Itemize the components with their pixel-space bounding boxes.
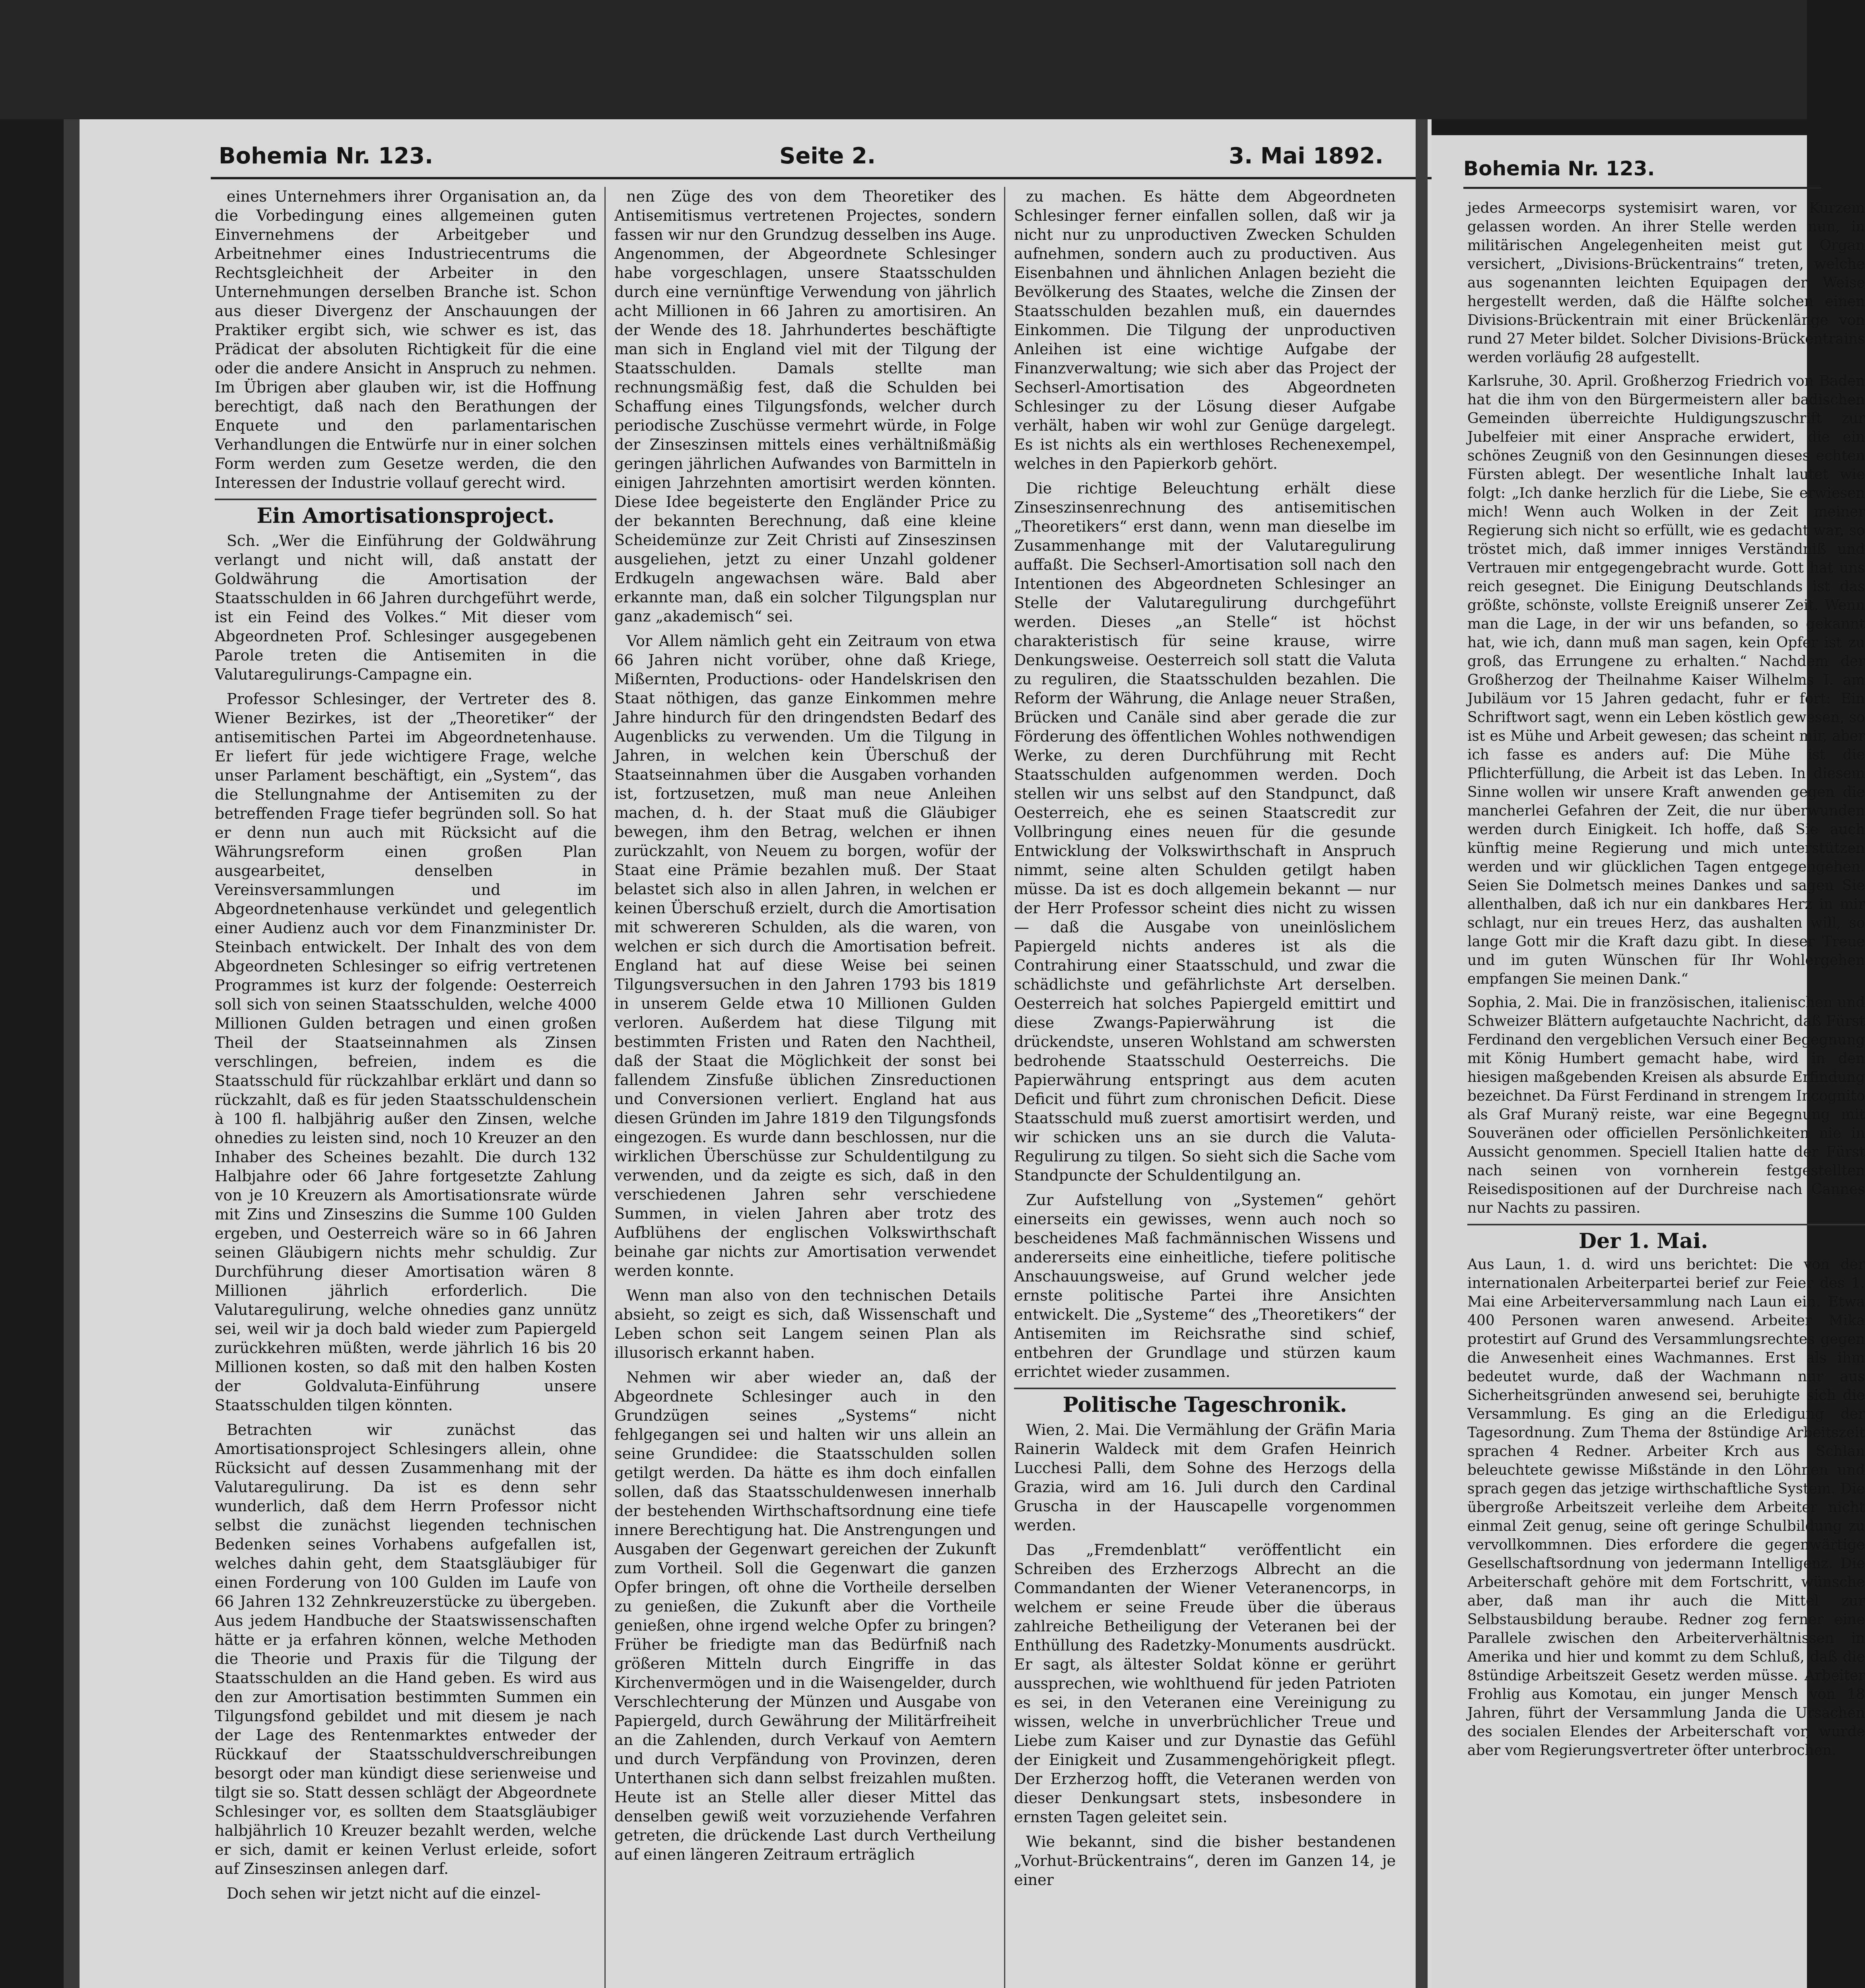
article-paragraph: Wie bekannt, sind die bisher bestandenen „Vorhut-Brückentrains“, deren im Ganzen 14, je einer	[1014, 1833, 1396, 1889]
article-title-amortisation: Ein Amortisationsproject.	[256, 504, 555, 528]
section-separator	[215, 499, 596, 500]
column-1	[215, 187, 596, 1908]
right-page-header: Bohemia Nr. 123.	[1463, 157, 1655, 180]
article-paragraph: Sophia, 2. Mai. Die in französischen, italienischen und Schweizer Blättern aufgetauchte Nachricht, daß Fürst Ferdinand den vergeblichen Versuch einer Begegnung mit König Humbert gemacht habe, wird in den hiesigen maßgebenden Kreisen als absurde Erfindung bezeichnet. Da Fürst Ferdinand in strengem Incognito als Graf Muranÿ reiste, war eine Begegnung mit Souveränen oder officiellen Persönlichkeiten nie in Aussicht genommen. Speciell Italien hatte der Fürst nach seinen von vornherein festgestellten Reisedispositionen auf der Durchreise nach Cannes nur Nachts zu passiren.	[1467, 994, 1865, 1216]
page-header-date: 3. Mai 1892.	[1229, 143, 1384, 169]
book-gutter	[1416, 119, 1428, 1988]
header-rule	[1463, 187, 1821, 189]
article-paragraph: Vor Allem nämlich geht ein Zeitraum von etwa 66 Jahren nicht vorüber, ohne daß Kriege, Mißernten, Productions- oder Handelskrisen den Staat nöthigen, das ganze Einkommen mehre Jahre hindurch für den dringendsten Bedarf des Augenblicks zu verwenden. Um die Tilgung in Jahren, in welchen kein Überschuß der Staatseinnahmen über die Ausgaben vorhanden ist, fortzusetzen, muß man neue Anleihen machen, d. h. der Staat muß die Gläubiger bewegen, ihm den Betrag, welchen er ihnen zurückzahlt, von Neuem zu borgen, wofür der Staat eine Prämie bezahlen muß. Der Staat belastet sich also in allen Jahren, in welchen er keinen Überschuß erzielt, durch die Amortisation mit schwereren Schulden, als die waren, von welchen er sich durch die Amortisation befreit. England hat auf diese Weise bei seinen Tilgungsversuchen in den Jahren 1793 bis 1819 in unserem Gelde etwa 10 Millionen Gulden verloren. Außerdem hat diese Tilgung mit bestimmten Fristen und Raten den Nachtheil, daß der Staat die Möglichkeit der sonst bei fallendem Zinsfuße üblichen Zinsreductionen und Conversionen verliert. England hat aus diesen Gründen im Jahre 1819 den Tilgungsfonds eingezogen. Es wurde dann beschlossen, nur die wirklichen Überschüsse zur Schuldentilgung zu verwenden, und da zeigte es sich, daß in den verschiedenen Jahren sehr verschiedene Summen, in vielen Jahren aber trotz des Aufblühens der englischen Volkswirthschaft beinahe gar nichts zur Amortisation verwendet werden konnte.	[614, 632, 996, 1279]
page-header-center: Seite 2.	[779, 143, 876, 169]
column-divider	[1004, 187, 1005, 1988]
article-paragraph: Die richtige Beleuchtung erhält diese Zinseszinsenrechnung des antisemitischen „Theoretikers“ erst dann, wenn man dieselbe im Zusammenhange mit der Valutaregulirung auffaßt. Die Sechserl-Amortisation soll nach den Intentionen des Abgeordneten Schlesinger an Stelle der Valutaregulirung durchgeführt werden. Dieses „an Stelle“ ist höchst charakteristisch für seine krause, wirre Denkungsweise. Oesterreich soll statt die Valuta zu reguliren, die Staatsschulden bezahlen. Die Reform der Währung, die Anlage neuer Straßen, Brücken und Canäle sind aber gerade die zur Förderung des öffentlichen Wohles nothwendigen Werke, zu deren Durchführung mit Recht Staatsschulden aufgenommen werden. Doch stellen wir uns selbst auf den Standpunct, daß Oesterreich, ehe es seinen Staatscredit zur Vollbringung eines neuen für die gesunde Entwicklung der Volkswirthschaft in Anspruch nimmt, seine alten Schulden getilgt haben müsse. Da ist es doch allgemein bekannt — nur der Herr Professor scheint dies nicht zu wissen — daß die Ausgabe von uneinlöslichem Papiergeld nichts anderes ist als die Contrahirung einer Staatsschuld, und zwar die schädlichste und gefährlichste Art derselben. Oesterreich hat solches Papiergeld emittirt und diese Zwangs-Papierwährung ist die drückendste, unseren Wohlstand am schwersten bedrohende Staatsschuld Oesterreichs. Die Papierwährung entspringt aus dem acuten Deficit und führt zum chronischen Deficit. Diese Staatsschuld muß zuerst amortisirt werden, und wir schicken uns an sie durch die Valuta-Regulirung zu tilgen. So sieht sich die Sache vom Standpuncte der Schuldentilgung an.	[1014, 480, 1396, 1184]
left-newspaper-page	[64, 119, 1432, 1988]
right-newspaper-page	[1432, 135, 1865, 1988]
article-paragraph: Karlsruhe, 30. April. Großherzog Friedrich von Baden hat die ihm von den Bürgermeistern aller badischen Gemeinden überreichte Huldigungszuschrift zur Jubelfeier mit einer Ansprache erwidert, die ein schönes Zeugniß von den Gesinnungen dieses echten Fürsten ablegt. Der wesentliche Inhalt lautet wie folgt: „Ich danke herzlich für die Liebe, Sie erwiesen mich! Wenn auch Wolken in der Zeit meiner Regierung sich nicht so erfüllt, wie es gedacht war, so tröstet mich, daß immer inniges Verständniß und Vertrauen mir entgegengebracht wurde. Gott hat uns reich gesegnet. Die Einigung Deutschlands ist das größte, schönste, vollste Ereigniß unserer Zeit. Wenn man die Lage, in der wir uns befanden, so gekannt hat, wie ich, dann muß man sagen, kein Opfer ist zu groß, das Errungene zu erhalten.“ Nachdem der Großherzog der Theilnahme Kaiser Wilhelms I. am Jubiläum vor 15 Jahren gedacht, fuhr er fort: Ein Schriftwort sagt, wenn ein Leben köstlich gewesen, so ist es Mühe und Arbeit gewesen; das scheint mir, aber ich fasse es anders auf: Die Mühe ist die Pflichterfüllung, die Arbeit ist das Leben. In diesem Sinne wollen wir unsere Kraft anwenden gegen die mancherlei Gefahren der Zeit, die nur überwunden werden durch Einigkeit. Ich hoffe, daß Sie auch künftig meine Regierung und mich unterstützen werden und wir glücklichen Tagen entgegengehen. Seien Sie Dolmetsch meines Dankes und sagen Sie allenthalben, daß ich nur ein dankbares Herz in mir schlagt, nur ein treues Herz, das aushalten will, so lange Gott mir die Kraft dazu gibt. In dieser Treue und im guten Wünschen für Ihr Wohlergehen empfangen Sie meinen Dank.“	[1467, 373, 1865, 987]
article-paragraph: Aus Laun, 1. d. wird uns berichtet: Die von der internationalen Arbeiterpartei berief zur Feier des 1. Mai eine Arbeiterversammlung nach Laun ein. Etwa 400 Personen waren anwesend. Arbeiter Mika protestirt auf Grund des Versammlungsrechtes gegen die Anwesenheit eines Wachmannes. Erst als ihm bedeutet wurde, daß der Wachmann nur aus Sicherheitsgründen anwesend sei, beruhigte sich die Versammlung. Es ging an die Erledigung der Tagesordnung. Zum Thema der 8stündige Arbeitszeit sprachen 4 Redner. Arbeiter Krch aus Schlan beleuchtete gewisse Mißstände in den Löhnen und sprach gegen das jetzige wirthschaftliche System. Die übergroße Arbeitszeit verleihe dem Arbeiter nicht einmal Zeit genug, seine oft geringe Schulbildung zu vervollkommnen. Dies erfordere die gegenwärtige Gesellschaftsordnung von jedermann Intelligenz. Die Arbeiterschaft gehöre mit dem Fortschritt, wünsche aber, daß man ihr auch die Mittel zur Selbstausbildung beraube. Redner zog ferner eine Parallele zwischen den Arbeiterverhältnissen in Amerika und hier und kommt zu dem Schluß, daß die 8stündige Arbeitszeit Gesetz werden müsse. Arbeiter Frohlig aus Komotau, ein junger Mensch von 18 Jahren, führt der Versammlung Janda die Ursachen des socialen Elendes der Arbeiterschaft vor, wurde aber vom Regierungsvertreter öfter unterbrochen.	[1467, 1256, 1865, 1759]
scan-background-top	[0, 0, 1807, 119]
section-separator	[1014, 1388, 1396, 1389]
article-paragraph: zu machen. Es hätte dem Abgeordneten Schlesinger ferner einfallen sollen, daß wir ja nicht nur zu unproductiven Zwecken Schulden aufnehmen, sondern auch zu productiven. Aus Eisenbahnen und ähnlichen Anlagen bezieht die Bevölkerung des Staates, welche die Zinsen der Staatsschulden bezahlen muß, ein dauerndes Einkommen. Die Tilgung der unproductiven Anleihen ist eine wichtige Aufgabe der Finanzverwaltung; wie sich aber das Project der Sechserl-Amortisation des Abgeordneten Schlesinger zu der Lösung dieser Aufgabe verhält, haben wir wohl zur Genüge dargelegt. Es ist nichts als ein werthloses Rechenexempel, welches in den Papierkorb gehört.	[1014, 188, 1396, 472]
article-paragraph: Professor Schlesinger, der Vertreter des 8. Wiener Bezirkes, ist der „Theoretiker“ der antisemitischen Partei im Abgeordnetenhause. Er liefert für jede wichtigere Frage, welche unser Parlament beschäftigt, ein „System“, das die Stellungnahme der Antisemiten zu der betreffenden Frage tiefer begründen soll. So hat er denn nun auch mit Rücksicht auf die Währungsreform einen großen Plan ausgearbeitet, denselben in Vereinsversammlungen und im Abgeordnetenhause verkündet und gelegentlich einer Audienz auch vor dem Finanzminister Dr. Steinbach entwickelt. Der Inhalt des von dem Abgeordneten Schlesinger so eifrig vertretenen Programmes ist kurz der folgende: Oesterreich soll sich von seinen Staatsschulden, welche 4000 Millionen Gulden betragen und einen großen Theil der Staatseinnahmen als Zinsen verschlingen, befreien, indem es die Staatsschuld für rückzahlbar erklärt und dann so rückzahlt, daß es für jeden Staatsschuldenschein à 100 fl. halbjährig außer den Zinsen, welche ohnedies zu leisten sind, noch 10 Kreuzer an den Inhaber des Scheines bezahlt. Die durch 132 Halbjahre oder 66 Jahre fortgesetzte Zahlung von je 10 Kreuzern als Amortisationsrate würde mit Zins und Zinseszins die Summe 100 Gulden ergeben, und Oesterreich wäre so in 66 Jahren seinen Gläubigern nichts mehr schuldig. Zur Durchführung dieser Amortisation wären 8 Millionen jährlich erforderlich. Die Valutaregulirung, welche ohnedies ganz unnütz sei, weil wir ja doch bald wieder zum Papiergeld zurückkehren müßten, werde jährlich 16 bis 20 Millionen kosten, so daß mit den halben Kosten der Goldvaluta-Einführung unsere Staatsschulden tilgen könnten.	[215, 690, 596, 1414]
right-column	[1467, 199, 1865, 1765]
column-1-paragraph: eines Unternehmers ihrer Organisation an, da die Vorbedingung eines allgemeinen guten Einvernehmens der Arbeitgeber und Arbeitnehmer eines Industriecentrums die Rechtsgleichheit der Arbeiter in den Unternehmungen derselben Branche ist. Schon aus dieser Divergenz der Anschauungen der Praktiker ergibt sich, wie schwer es ist, das Prädicat der absoluten Richtigkeit für die eine oder die andere Ansicht in Anspruch zu nehmen. Im Übrigen aber glauben wir, ist die Hoffnung berechtigt, daß nach den Berathungen der Enquete und den parlamentarischen Verhandlungen die Entwürfe nur in einer solchen Form werden zum Gesetze werden, die den Interessen der Industrie vollauf gerecht wird.	[215, 188, 596, 491]
article-paragraph: Nehmen wir aber wieder an, daß der Abgeordnete Schlesinger auch in den Grundzügen seines „Systems“ nicht fehlgegangen sei und halten wir uns allein an seine Grundidee: die Staatsschulden sollen getilgt werden. Da hätte es ihm doch einfallen sollen, daß das Staatsschuldenwesen innerhalb der bestehenden Wirthschaftsordnung eine tiefe innere Berechtigung hat. Die Anstrengungen und Ausgaben der Gegenwart gereichen der Zukunft zum Vortheil. Soll die Gegenwart die ganzen Opfer bringen, oft ohne die Vortheile derselben zu genießen, die Zukunft aber die Vortheile genießen, ohne irgend welche Opfer zu bringen? Früher be friedigte man das Bedürfniß nach größeren Mitteln durch Eingriffe in das Kirchenvermögen und in die Waisengelder, durch Verschlechterung der Münzen und Ausgabe von Papiergeld, durch Gewährung der Militärfreiheit an die Zahlenden, durch Verkauf von Aemtern und durch Verpfändung von Provinzen, deren Unterthanen sich dann selbst freizahlen mußten. Heute ist an Stelle aller dieser Mittel das denselben gewiß weit vorzuziehende Verfahren getreten, die drückende Last durch Vertheilung auf einen längeren Zeitraum erträglich	[614, 1369, 996, 1863]
page-header-left: Bohemia Nr. 123.	[219, 143, 433, 169]
article-paragraph: Betrachten wir zunächst das Amortisationsproject Schlesingers allein, ohne Rücksicht auf dessen Zusammenhang mit der Valutaregulirung. Da ist es denn sehr wunderlich, daß dem Herrn Professor nicht selbst die zunächst liegenden technischen Bedenken seines Vorhabens aufgefallen ist, welches dahin geht, dem Staatsgläubiger für einen Forderung von 100 Gulden im Laufe von 66 Jahren 132 Zehnkreuzerstücke zu übergeben. Aus jedem Handbuche der Staatswissenschaften hätte er ja erfahren können, welche Methoden die Theorie und Praxis für die Tilgung der Staatsschulden an die Hand geben. Es wird aus den zur Amortisation bestimmten Summen ein Tilgungsfond gebildet und mit diesem je nach der Lage des Rentenmarktes entweder der Rückkauf der Staatsschuldverschreibungen besorgt oder man kündigt diese serienweise und tilgt sie so. Statt dessen schlägt der Abgeordnete Schlesinger vor, es sollten dem Staatsgläubiger halbjährlich 10 Kreuzer bezahlt werden, welche er sich, damit er keinen Verlust erleide, sofort auf Zinseszinsen anlegen darf.	[215, 1421, 596, 1877]
article-paragraph: Doch sehen wir jetzt nicht auf die einzel-	[227, 1885, 541, 1902]
article-paragraph: Zur Aufstellung von „Systemen“ gehört einerseits ein gewisses, wenn auch noch so bescheidenes Maß fachmännischen Wissens und andererseits eine einheitliche, tiefere politische Anschauungsweise, auf Grund welcher jede ernste politische Partei ihre Ansichten entwickelt. Die „Systeme“ des „Theoretikers“ der Antisemiten im Reichsrathe sind schief, entbehren der Grundlage und stürzen kaum errichtet wieder zusammen.	[1014, 1191, 1396, 1380]
section-separator	[1467, 1224, 1865, 1225]
column-3	[1014, 187, 1396, 1895]
article-title-tageschronik: Politische Tageschronik.	[1063, 1393, 1347, 1417]
article-paragraph: Das „Fremdenblatt“ veröffentlicht ein Schreiben des Erzherzogs Albrecht an die Commandanten der Wiener Veteranencorps, in welchem er seine Freude über die überaus zahlreiche Betheiligung der Veteranen bei der Enthüllung des Radetzky-Monuments ausdrückt. Er sagt, als ältester Soldat könne er gerührt aussprechen, wie wohlthuend für jeden Patrioten es sei, in den Veteranen eine Vereinigung zu wissen, welche in unverbrüchlicher Treue und Liebe zum Kaiser und zur Dynastie das Gefühl der Einigkeit und Zusammengehörigkeit pflegt. Der Erzherzog hofft, die Veteranen werden von dieser Denkungsart stets, insbesondere in ernsten Tagen geleitet sein.	[1014, 1541, 1396, 1826]
column-2	[614, 187, 996, 1870]
article-paragraph: Wien, 2. Mai. Die Vermählung der Gräfin Maria Rainerin Waldeck mit dem Grafen Heinrich Lucchesi Palli, dem Sohne des Herzogs della Grazia, wird am 16. Juli durch den Cardinal Gruscha in der Hauscapelle vorgenommen werden.	[1014, 1421, 1396, 1534]
article-paragraph: Wenn man also von den technischen Details absieht, so zeigt es sich, daß Wissenschaft und Leben schon seit Langem seinen Plan als illusorisch erkannt haben.	[614, 1287, 996, 1361]
article-title-erster-mai: Der 1. Mai.	[1579, 1229, 1708, 1253]
article-paragraph: jedes Armeecorps systemisirt waren, vor Kurzem gelassen worden. An ihrer Stelle werden nun, in militärischen Angelegenheiten meist gut Organ versichert, „Divisions-Brückentrains“ treten, welche aus sogenannten leichten Equipagen der Weise hergestellt werden, daß die Hälfte solchen einen Divisions-Brückentrain mit einer Brückenlänge von rund 27 Meter bildet. Solcher Divisions-Brückentrains werden vorläufig 28 aufgestellt.	[1467, 200, 1865, 366]
column-divider	[604, 187, 606, 1988]
header-rule	[211, 177, 1463, 179]
article-paragraph: Sch. „Wer die Einführung der Goldwährung verlangt und nicht will, daß anstatt der Goldwährung die Amortisation der Staatsschulden in 66 Jahren durchgeführt werde, ist ein Feind des Volkes.“ Mit dieser vom Abgeordneten Prof. Schlesinger ausgegebenen Parole treten die Antisemiten in die Valutaregulirungs-Campagne ein.	[215, 532, 596, 683]
article-paragraph: nen Züge des von dem Theoretiker des Antisemitismus vertretenen Projectes, sondern fassen wir nur den Grundzug desselben ins Auge. Angenommen, der Abgeordnete Schlesinger habe vorgeschlagen, unsere Staatsschulden durch eine vernünftige Verwendung von jährlich acht Millionen in 66 Jahren zu amortisiren. An der Wende des 18. Jahrhundertes beschäftigte man sich in England viel mit der Tilgung der Staatsschulden. Damals stellte man rechnungsmäßig fest, daß die Schulden bei Schaffung eines Tilgungsfonds, welcher durch periodische Zuschüsse vermehrt würde, in Folge der Zinseszinsen mittels eines verhältnißmäßig geringen jährlichen Aufwandes von Barmitteln in einigen Jahrzehnten amortisirt werden könnten. Diese Idee begeisterte den Engländer Price zu der bekannten Berechnung, daß eine kleine Scheidemünze zur Zeit Christi auf Zinseszinsen ausgeliehen, jetzt zu einer Unzahl goldener Erdkugeln angewachsen wäre. Bald aber erkannte man, daß ein solcher Tilgungsplan nur ganz „akademisch“ sei.	[614, 188, 996, 625]
